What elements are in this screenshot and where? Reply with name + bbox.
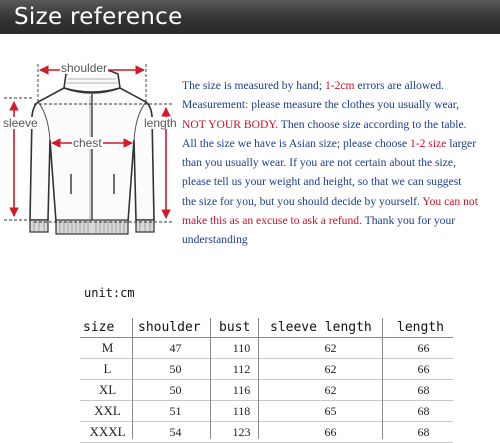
header-bust: bust	[216, 318, 267, 338]
table-divider	[382, 318, 383, 439]
instruction-text: Then choose size according to the table.	[278, 117, 467, 131]
header-length: length	[394, 318, 453, 338]
sleeve-length-cell: 62	[267, 338, 394, 359]
instruction-line	[182, 172, 500, 191]
instruction-line	[182, 95, 500, 114]
warning-text: make this as an excuse to ask a refund.	[182, 214, 362, 228]
table-row	[80, 401, 453, 422]
length-cell: 68	[394, 422, 453, 443]
title-banner	[0, 0, 500, 34]
table-divider	[210, 318, 211, 439]
header-shoulder: shoulder	[135, 318, 216, 338]
shoulder-label: shoulder	[61, 61, 108, 75]
warning-text: 1-2 size	[409, 136, 447, 150]
size-cell: M	[80, 338, 135, 359]
table-row	[80, 338, 453, 359]
instruction-text: larger	[446, 136, 477, 150]
warning-text: 1-2cm	[324, 79, 355, 92]
table-divider	[132, 318, 133, 439]
sleeve-length-cell: 62	[267, 380, 394, 401]
instruction-line	[182, 153, 500, 172]
size-cell: XXXL	[80, 422, 135, 443]
table-row	[80, 359, 453, 380]
size-cell: XL	[80, 380, 135, 401]
bust-cell: 110	[216, 338, 267, 359]
instruction-text: than you usually wear. If you are not certain about the size,	[182, 156, 456, 170]
jacket-diagram	[0, 44, 182, 254]
shoulder-cell: 47	[135, 338, 216, 359]
instruction-line	[182, 76, 500, 95]
length-cell: 68	[394, 401, 453, 422]
bust-cell: 112	[216, 359, 267, 380]
page-title: Size reference	[14, 4, 183, 30]
instruction-line	[182, 230, 500, 249]
instruction-text: the size for you, but you should decide by yourself.	[182, 194, 423, 208]
unit-label: unit:cm	[84, 286, 135, 300]
instruction-line	[182, 192, 500, 211]
shoulder-cell: 54	[135, 422, 216, 443]
bust-cell: 118	[216, 401, 267, 422]
sleeve-label: sleeve	[3, 116, 38, 130]
instruction-text: understanding	[182, 233, 248, 247]
size-instructions	[182, 76, 500, 250]
shoulder-cell: 51	[135, 401, 216, 422]
table-divider	[258, 318, 259, 439]
sleeve-length-cell: 65	[267, 401, 394, 422]
instruction-text: All the size we have is Asian size; please choose	[182, 136, 410, 150]
table-row	[80, 422, 453, 443]
length-label: length	[144, 116, 177, 130]
instruction-line	[182, 134, 500, 153]
chest-label: chest	[73, 136, 102, 150]
header-sleeve-length: sleeve length	[267, 318, 394, 338]
instruction-text: The size is measured by hand;	[182, 79, 325, 92]
shoulder-cell: 50	[135, 380, 216, 401]
length-cell: 66	[394, 338, 453, 359]
bust-cell: 123	[216, 422, 267, 443]
warning-text: You can not	[422, 194, 478, 208]
header-size: size	[80, 318, 135, 338]
instruction-line	[182, 115, 500, 134]
instruction-line	[182, 211, 500, 230]
size-table-header-row	[80, 318, 453, 338]
instruction-text: errors are allowed.	[354, 79, 445, 92]
size-cell: L	[80, 359, 135, 380]
sleeve-length-cell: 66	[267, 422, 394, 443]
sleeve-length-cell: 62	[267, 359, 394, 380]
length-cell: 66	[394, 359, 453, 380]
instruction-text: Measurement: please measure the clothes you usually wear,	[182, 98, 460, 112]
size-table	[80, 318, 453, 443]
instruction-text: Thank you for your	[361, 214, 456, 228]
bust-cell: 116	[216, 380, 267, 401]
warning-text: NOT YOUR BODY.	[182, 117, 279, 131]
length-cell: 68	[394, 380, 453, 401]
instruction-text: please tell us your weight and height, so that we can suggest	[182, 175, 462, 189]
table-row	[80, 380, 453, 401]
size-cell: XXL	[80, 401, 135, 422]
shoulder-cell: 50	[135, 359, 216, 380]
